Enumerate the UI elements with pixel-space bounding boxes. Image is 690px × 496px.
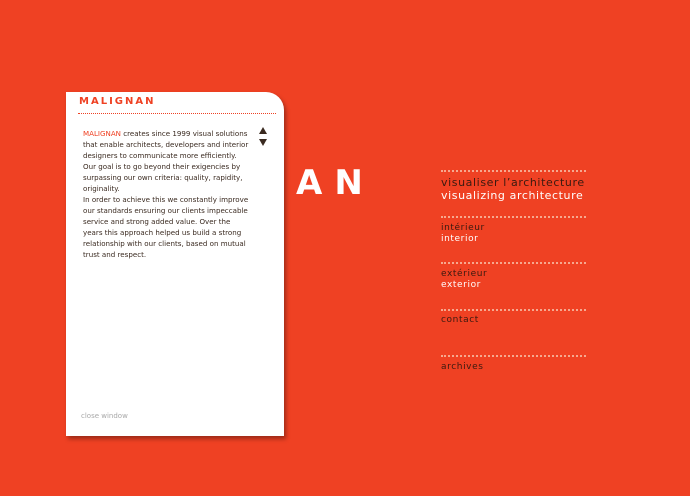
menu-item-exterior[interactable] (441, 269, 487, 291)
menu-divider (441, 262, 586, 264)
menu-label-fr: visualiser l’architecture (441, 176, 585, 189)
scroll-up-icon[interactable] (259, 127, 267, 134)
menu-label-en: exterior (441, 280, 481, 290)
menu-label-fr: intérieur (441, 223, 485, 233)
menu-label-fr: archives (441, 362, 484, 372)
menu-label-en: interior (441, 234, 479, 244)
about-paragraph-1 (83, 128, 251, 194)
menu-item-archives[interactable] (441, 362, 484, 373)
menu-label-fr: contact (441, 315, 479, 325)
about-text (83, 128, 251, 260)
menu-label-en: visualizing architecture (441, 189, 584, 202)
title-divider (78, 113, 276, 114)
menu-item-contact[interactable] (441, 315, 479, 326)
menu-divider (441, 309, 586, 311)
menu-divider (441, 355, 586, 357)
window-title: MALIGNAN (79, 96, 156, 107)
logo-letters: AN (296, 163, 375, 203)
menu-label-fr: extérieur (441, 269, 488, 279)
info-window (66, 92, 284, 436)
menu-divider (441, 170, 586, 172)
close-window-link[interactable]: close window (81, 412, 128, 420)
scroll-controls (259, 127, 269, 151)
menu-item-visualizing-architecture[interactable] (441, 176, 585, 202)
about-paragraph-1-text: creates since 1999 visual solutions that enable architects, developers and interior designers to communicate more efficiently. Our goal is to go beyond their exigencies by surpassing our own criteria: quality, rapidity, originality. (83, 129, 249, 193)
brand-name: MALIGNAN (83, 129, 121, 138)
about-paragraph-2: In order to achieve this we constantly improve our standards ensuring our clients impeccable service and strong added value. Over the years this approach helped us build a strong relationship with our clients, based on mutual trust and respect. (83, 195, 249, 259)
menu-item-interior[interactable] (441, 223, 485, 245)
scroll-down-icon[interactable] (259, 139, 267, 146)
menu-divider (441, 216, 586, 218)
